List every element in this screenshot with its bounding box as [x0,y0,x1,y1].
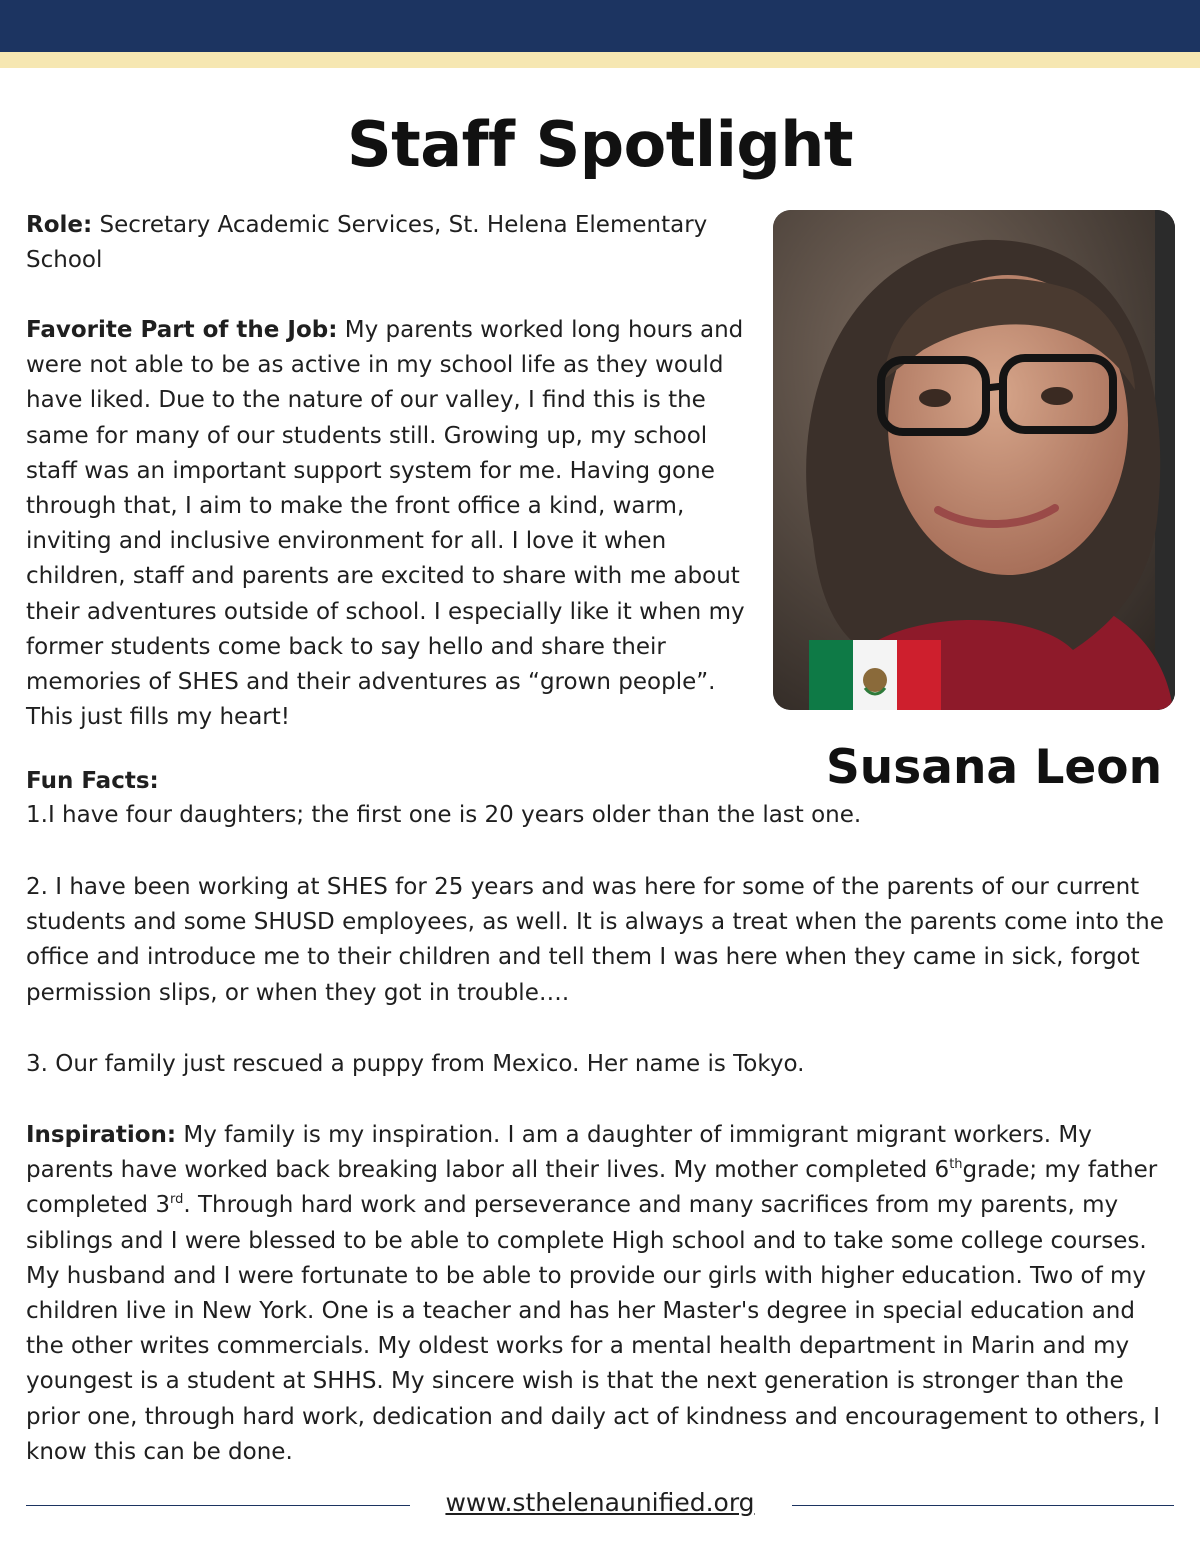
footer-website-link[interactable]: www.sthelenaunified.org [445,1488,755,1517]
role-label: Role: [26,212,93,238]
favorite-label: Favorite Part of the Job: [26,317,338,343]
inspiration-superscript: th [949,1157,963,1173]
staff-photo [773,210,1175,710]
favorite-text: My parents worked long hours and were not able to be as active in my school life as they would have liked. Due to the nature of our valley, I find this is the same for many of our students still. Growing up, my school staff was an important support system for me. Having gone through that, I aim to make the front office a kind, warm, inviting and inclusive environment for all. I love it when children, staff and parents are excited to share with me about their adventures outside of school. I especially like it when my former students come back to say hello and share their memories of SHES and their adventures as “grown people”. This just fills my heart! [26,317,745,731]
footer-divider-right [792,1505,1174,1506]
inspiration-label: Inspiration: [26,1122,177,1148]
role-paragraph [26,208,756,278]
favorite-part-paragraph [26,313,756,735]
fun-fact-item: 2. I have been working at SHES for 25 years and was here for some of the parents of our current students and some SHUSD employees, as well. It is always a treat when the parents come into the office and introduce me to their children and tell them I was here when they came in sick, forgot permission slips, or when they got in trouble…. [26,874,1164,1006]
header-cream-stripe [0,52,1200,68]
inspiration-superscript: rd [169,1192,184,1208]
role-text: Secretary Academic Services, St. Helena Elementary School [26,212,708,274]
inspiration-text: . Through hard work and perseverance and many sacrifices from my parents, my siblings and I were blessed to be able to complete High school and to take some college courses. My husband and I were fortunate to be able to provide our girls with higher education. Two of my children live in New York. One is a teacher and has her Master's degree in special education and the other writes commercials. My oldest works for a mental health department in Marin and my youngest is a student at SHHS. My sincere wish is that the next generation is stronger than the prior one, through hard work, dedication and daily act of kindness and encouragement to others, I know this can be done. [26,1192,1160,1465]
inspiration-text: grade; my father completed 3 [26,1157,1158,1219]
mexico-flag-icon [809,640,941,710]
portrait-illustration [773,210,1175,710]
fun-facts-heading: Fun Facts: [26,768,159,794]
fun-fact-item: 3. Our family just rescued a puppy from Mexico. Her name is Tokyo. [26,1051,805,1077]
staff-name: Susana Leon [825,740,1163,795]
inspiration-text: My family is my inspiration. I am a daughter of immigrant migrant workers. My parents have worked back breaking labor all their lives. My mother completed 6 [26,1122,1092,1184]
fun-fact-item: 1.I have four daughters; the first one is 20 years older than the last one. [26,802,862,828]
footer-divider-left [26,1505,410,1506]
header-navy-bar [0,0,1200,52]
inspiration-paragraph [26,1118,1176,1470]
page-title: Staff Spotlight [346,108,854,181]
